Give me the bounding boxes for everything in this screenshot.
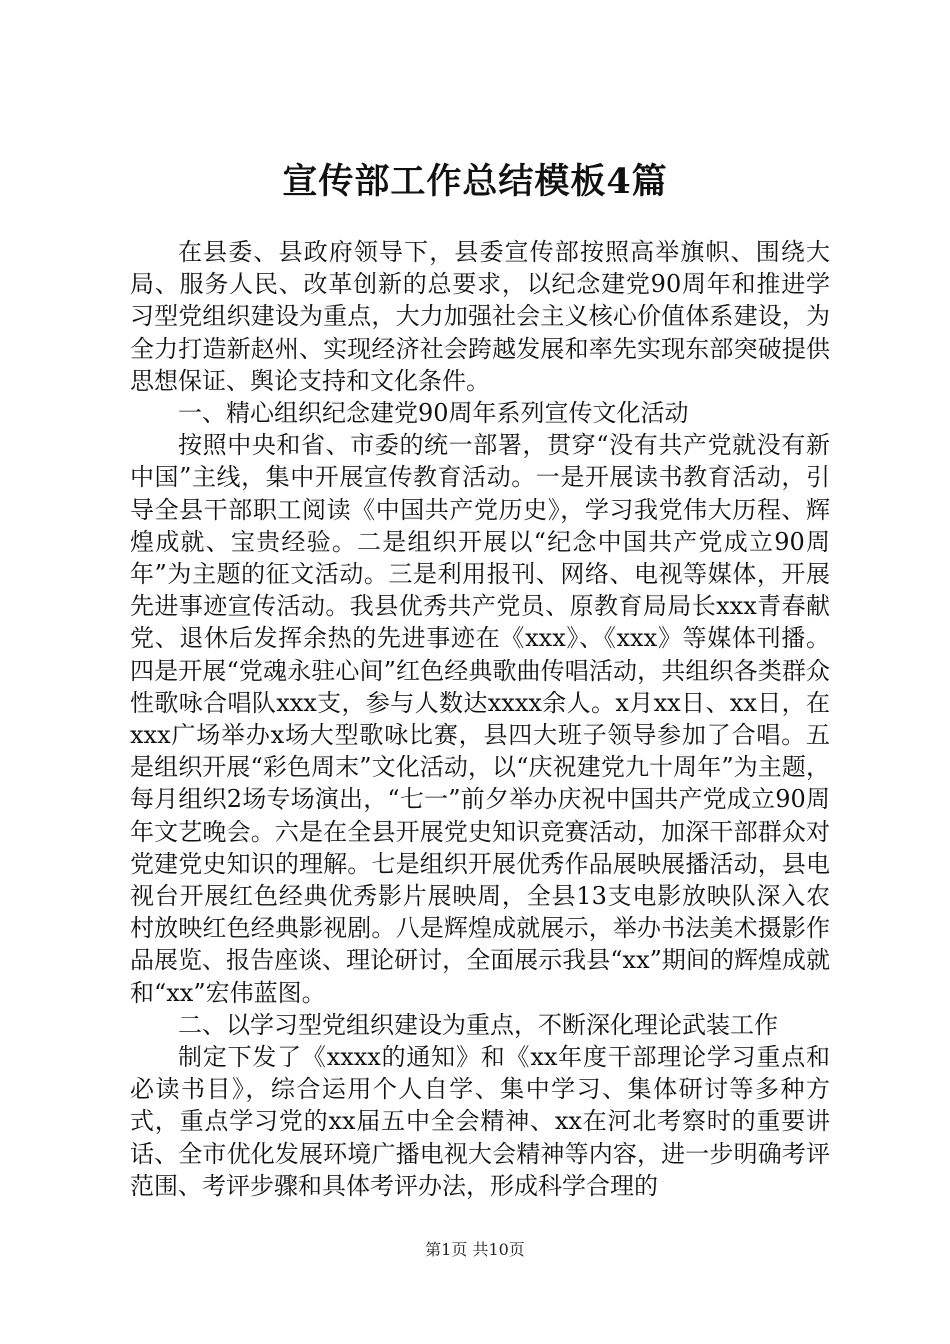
section-heading-2: 二、以学习型党组织建设为重点，不断深化理论武装工作 bbox=[178, 1010, 778, 1039]
document-body bbox=[130, 236, 830, 1202]
page-number-footer: 第1页 共10页 bbox=[425, 1240, 525, 1259]
document-title: 宣传部工作总结模板4篇 bbox=[282, 161, 668, 202]
section-heading-1: 一、精心组织纪念建党90周年系列宣传文化活动 bbox=[178, 399, 689, 428]
paragraph-section-2: 制定下发了《xxxx的通知》和《xx年度干部理论学习重点和必读书目》，综合运用个人自学、集中学习、集体研讨等多种方式，重点学习党的xx届五中全会精神、xx在河北考察时的重要讲话、全市优化发展环境广播电视大会精神等内容，进一步明确考评范围、考评步骤和具体考评办法，形成科学合理的 bbox=[130, 1043, 830, 1200]
paragraph-intro: 在县委、县政府领导下，县委宣传部按照高举旗帜、围绕大局、服务人民、改革创新的总要求，以纪念建党90周年和推进学习型党组织建设为重点，大力加强社会主义核心价值体系建设，为全力打造新赵州、实现经济社会跨越发展和率先实现东部突破提供思想保证、舆论支持和文化条件。 bbox=[130, 238, 830, 395]
paragraph-section-1: 按照中央和省、市委的统一部署，贯穿“没有共产党就没有新中国”主线，集中开展宣传教育活动。一是开展读书教育活动，引导全县干部职工阅读《中国共产党历史》，学习我党伟大历程、辉煌成就、宝贵经验。二是组织开展以“纪念中国共产党成立90周年”为主题的征文活动。三是利用报刊、网络、电视等媒体，开展先进事迹宣传活动。我县优秀共产党员、原教育局局长xxx青春献党、退休后发挥余热的先进事迹在《xxx》、《xxx》等媒体刊播。四是开展“党魂永驻心间”红色经典歌曲传唱活动，共组织各类群众性歌咏合唱队xxx支，参与人数达xxxx余人。x月xx日、xx日，在xxx广场举办x场大型歌咏比赛，县四大班子领导参加了合唱。五是组织开展“彩色周末”文化活动，以“庆祝建党九十周年”为主题，每月组织2场专场演出，“七一”前夕举办庆祝中国共产党成立90周年文艺晚会。六是在全县开展党史知识竞赛活动，加深干部群众对党建党史知识的理解。七是组织开展优秀作品展映展播活动，县电视台开展红色经典优秀影片展映周，全县13支电影放映队深入农村放映红色经典影视剧。八是辉煌成就展示，举办书法美术摄影作品展览、报告座谈、理论研讨，全面展示我县“xx”期间的辉煌成就和“xx”宏伟蓝图。 bbox=[130, 431, 830, 1007]
